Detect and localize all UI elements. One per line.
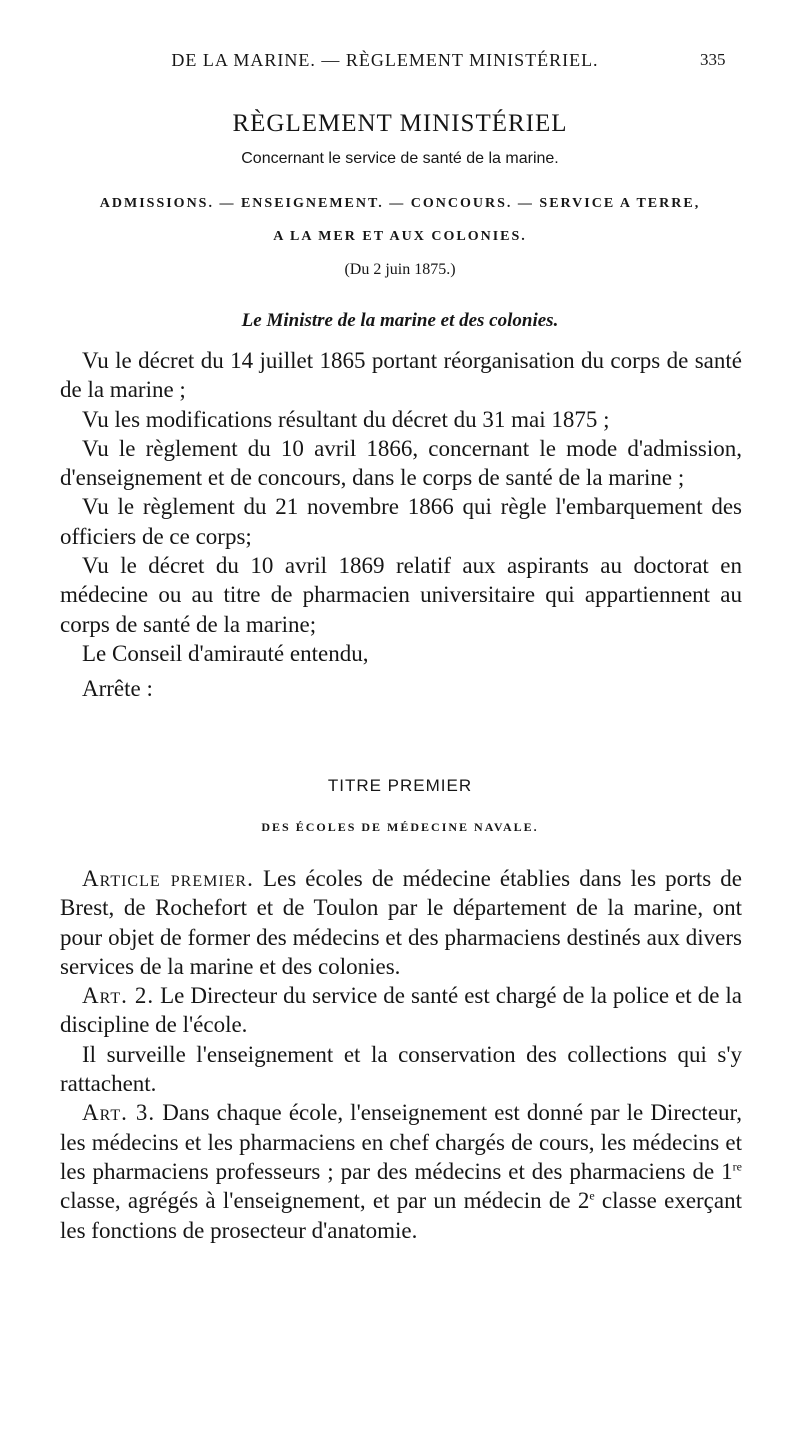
article-2-text: Le Directeur du service de santé est chargé de la police et de la discipline de l'école. bbox=[60, 983, 742, 1038]
article-1-text: Les écoles de médecine établies dans les ports de Brest, de Rochefort et de Toulon par le département de la marine, ont pour objet de former des médecins et des pharmaciens destinés aux divers services de la marine et des colonies. bbox=[60, 866, 742, 979]
article-3-sup-2: e bbox=[589, 1188, 595, 1203]
vu-paragraph-4: Vu le règlement du 21 novembre 1866 qui règle l'embarquement des officiers de ce corps; bbox=[60, 494, 742, 549]
article-3 bbox=[60, 1098, 742, 1244]
article-1 bbox=[60, 864, 742, 981]
vu-paragraph-5: Vu le décret du 10 avril 1869 relatif aux aspirants au doctorat en médecine ou au titre de pharmacien universitaire qui appartiennent au corps de santé de la marine; bbox=[60, 553, 742, 637]
vu-paragraph-2: Vu les modifications résultant du décret du 31 mai 1875 ; bbox=[82, 406, 610, 432]
vu-paragraph-3: Vu le règlement du 10 avril 1866, concernant le mode d'admission, d'enseignement et de concours, dans le corps de santé de la marine ; bbox=[60, 435, 742, 491]
article-3-text-b: classe, agrégés à l'enseignement, et par un médecin de 2 bbox=[60, 1188, 590, 1214]
topics-line-1: ADMISSIONS. — ENSEIGNEMENT. — CONCOURS. — SERVICE A TERRE, bbox=[99, 196, 701, 211]
conseil-paragraph: Le Conseil d'amirauté entendu, bbox=[82, 640, 369, 666]
articles bbox=[60, 864, 742, 1245]
article-3-sup-1: re bbox=[732, 1159, 742, 1174]
document-subtitle: Concernant le service de santé de la marine. bbox=[241, 150, 559, 167]
article-3-text-a: Dans chaque école, l'enseignement est donné par le Directeur, les médecins et les pharmaciens en chef chargés de cours, les médecins et les pharmaciens professeurs ; par des médecins et des pharmaciens de 1 bbox=[60, 1100, 742, 1184]
article-1-label: Article premier. bbox=[82, 866, 254, 891]
minister-line: Le Ministre de la marine et des colonies. bbox=[241, 310, 559, 331]
titre-heading: TITRE PREMIER bbox=[327, 776, 473, 795]
running-head: DE LA MARINE. — RÈGLEMENT MINISTÉRIEL. bbox=[171, 50, 599, 70]
document-date: (Du 2 juin 1875.) bbox=[344, 261, 456, 278]
article-3-label: Art. 3. bbox=[82, 1100, 156, 1126]
article-2-paragraph-2: Il surveille l'enseignement et la conservation des collections qui s'y rattachent. bbox=[60, 1041, 742, 1097]
article-2 bbox=[60, 981, 742, 1040]
page-number: 335 bbox=[700, 50, 726, 69]
topics-line-2: A LA MER ET AUX COLONIES. bbox=[273, 229, 527, 244]
preamble bbox=[60, 346, 742, 704]
article-3-text-c: classe exerçant les fonctions de prosecteur d'anatomie. bbox=[60, 1188, 742, 1243]
article-2-label: Art. 2. bbox=[82, 983, 155, 1009]
arrete-line: Arrête : bbox=[82, 676, 153, 702]
vu-paragraph-1: Vu le décret du 14 juillet 1865 portant réorganisation du corps de santé de la marine ; bbox=[60, 348, 742, 403]
section-heading: DES ÉCOLES DE MÉDECINE NAVALE. bbox=[261, 820, 539, 834]
document-title: RÈGLEMENT MINISTÉRIEL bbox=[232, 110, 568, 137]
